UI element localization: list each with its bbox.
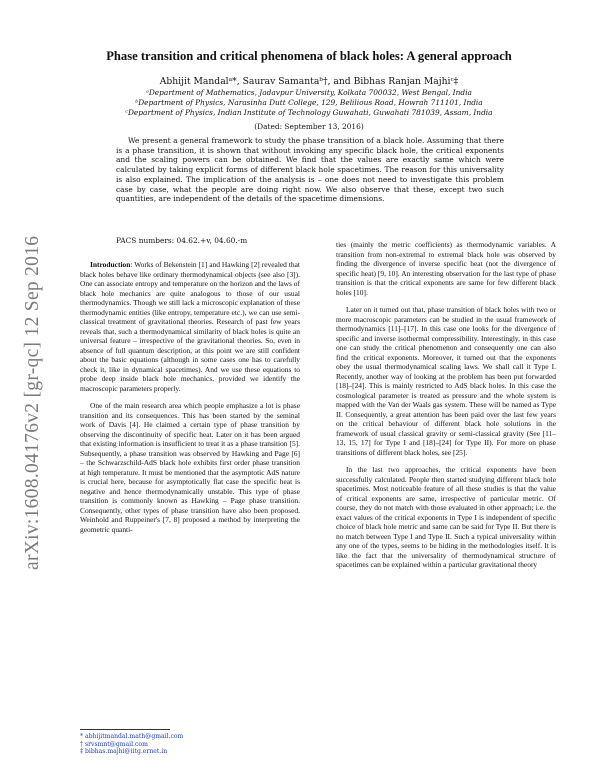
intro-paragraph bbox=[80, 260, 300, 393]
pacs-numbers: PACS numbers: 04.62.+v, 04.60.-m bbox=[116, 236, 248, 245]
arxiv-stamp bbox=[2, 150, 42, 570]
footnotes bbox=[80, 733, 300, 756]
right-paragraph-1: ties (mainly the metric coefficients) as thermodynamic variables. A transition from non-extremal to extremal black hole was observed by finding the divergence of inverse specific heat (not the divergence of specific heat) [9, 10]. An interesting observation for the last type of phase transition is that the critical exponents are same for few different black holes [10]. bbox=[336, 240, 556, 297]
left-column bbox=[80, 260, 300, 542]
footnote-email-3[interactable]: ‡ bibhas.majhi@iitg.ernet.in bbox=[80, 748, 168, 756]
affiliation-a: ᵃDepartment of Mathematics, Jadavpur University, Kolkata 700032, West Bengal, India bbox=[146, 88, 472, 97]
intro-text: : Works of Bekenstein [1] and Hawking [2] revealed that black holes behave like ordinary thermodynamical objects (see also [3]). One can associate entropy and temperature on the horizon and the laws of black hole mechanics are quite analogous to those of our usual thermodynamics. Though we still lack a microscopic explanation of these thermodynamic entities (like entropy, temperature etc.), we can use semi-classical treatment of gravitational theories. Research of past few years reveals that, such a thermodynamical similarity of black holes is quite an universal feature – irrespective of the gravitational theories. So, even in absence of full quantum description, at this point we are still confident about the basic equations (although in some cases one has to carefully check it, like in dynamical spacetimes). And we use these equations to probe deep inside black hole mechanics, provided we identify the macroscopic parameters properly. bbox=[80, 260, 300, 393]
intro-heading: Introduction bbox=[90, 260, 131, 269]
author-list: Abhijit Mandalᵃ*, Saurav Samantaᵇ†, and Bibhas Ranjan Majhiᶜ‡ bbox=[159, 76, 459, 87]
dated-line: (Dated: September 13, 2016) bbox=[254, 122, 364, 131]
arxiv-stamp-text: arXiv:1608.04176v2 [gr-qc] 12 Sep 2016 bbox=[22, 235, 43, 570]
affiliation-c: ᶜDepartment of Physics, Indian Institute of Technology Guwahati, Guwahati 781039, Assam, India bbox=[125, 108, 493, 117]
footnote-email-2[interactable]: † srvsmnt@gmail.com bbox=[80, 740, 148, 748]
phase-transition-paragraph: One of the main research area which people emphasize a lot is phase transition and its consequences. This has been started by the seminal work of Davis [4]. He claimed a certain type of phase transition by observing the discontinuity of specific heat. Later on it has been argued that existing information is insufficient to treat it as a phase transition [5]. Subsequently, a phase transition was observed by Hawking and Page [6] – the Schwarzschild-AdS black hole exhibits first order phase transition at high temperature. It must be mentioned that the asymptotic AdS nature is crucial here, because for asymptotically flat case the specific heat is negative and hence thermodynamically unstable. This type of phase transition is commonly known as Hawking – Page phase transition. Consequently, other types of phase transition have also been proposed. Weinhold and Ruppeiner's [7, 8] proposed a method by interpreting the geometric quanti- bbox=[80, 401, 300, 534]
affiliation-b: ᵇDepartment of Physics, Narasinha Dutt College, 129, Belilious Road, Howrah 711101, India bbox=[135, 98, 483, 107]
footnote-email-1[interactable]: * abhijitmandal.math@gmail.com bbox=[80, 733, 184, 740]
footnote-rule bbox=[80, 729, 170, 730]
abstract: We present a general framework to study the phase transition of a black hole. Assuming that there is a phase transition, it is shown that without invoking any specific black hole, the critical exponents and the scaling powers can be obtained. We find that the values are exactly same which were calculated by taking explicit forms of different black hole spacetimes. The reason for this universality is also explained. The implication of the analysis is – one does not need to investigate this problem case by case, what the people are doing right now. We also observe that these, except two such quantities, are independent of the details of the spacetime dimensions. bbox=[116, 136, 504, 204]
paper-title: Phase transition and critical phenomena of black holes: A general approach bbox=[106, 49, 512, 63]
right-column bbox=[336, 240, 556, 578]
right-paragraph-3: In the last two approaches, the critical exponents have been successfully calculated. People then started studying different black hole spacetimes. Most noticeable feature of all these studies is that the value of critical exponents are same, irrespective of particular metric. Of course, they do not match with those evaluated in other approach; i.e. the exact values of the critical exponents in Type I is independent of specific choice of black hole metric and same can be said for Type II. But there is no match between Type I and Type II. Such a typical universality within any one of the types, seems to be hiding in the methodologies itself. It is like the fact that the universality of thermodynamical structure of spacetimes can be explained within a particular gravitational theory bbox=[336, 465, 556, 569]
right-paragraph-2: Later on it turned out that, phase transition of black holes with two or more macroscopic parameters can be studied in the usual framework of thermodynamics [11]–[17]. In this case one looks for the divergence of specific and inverse isothermal compressibility. Interestingly, in this case one can study the critical phenomenon and consequently one can also find the critical exponents. Moreover, it turned out that the exponents obey the usual thermodynamical scaling laws. We shall call it Type I. Recently, another way of looking at the problem has been put forwarded [18]–[24]. This is mainly restricted to AdS black holes. In this case the cosmological parameter is treated as pressure and the whole system is mapped with the Van der Waals gas system. These will be named as Type II. Consequently, a great attention has been paid over the last few years on the critical behaviour of different black hole solutions in the framework of usual classical gravity or semi-classical gravity (See [11–13, 15, 17] for Type I and [18]–[24] for Type II). For more on phase transitions of different black holes, see [25]. bbox=[336, 305, 556, 457]
